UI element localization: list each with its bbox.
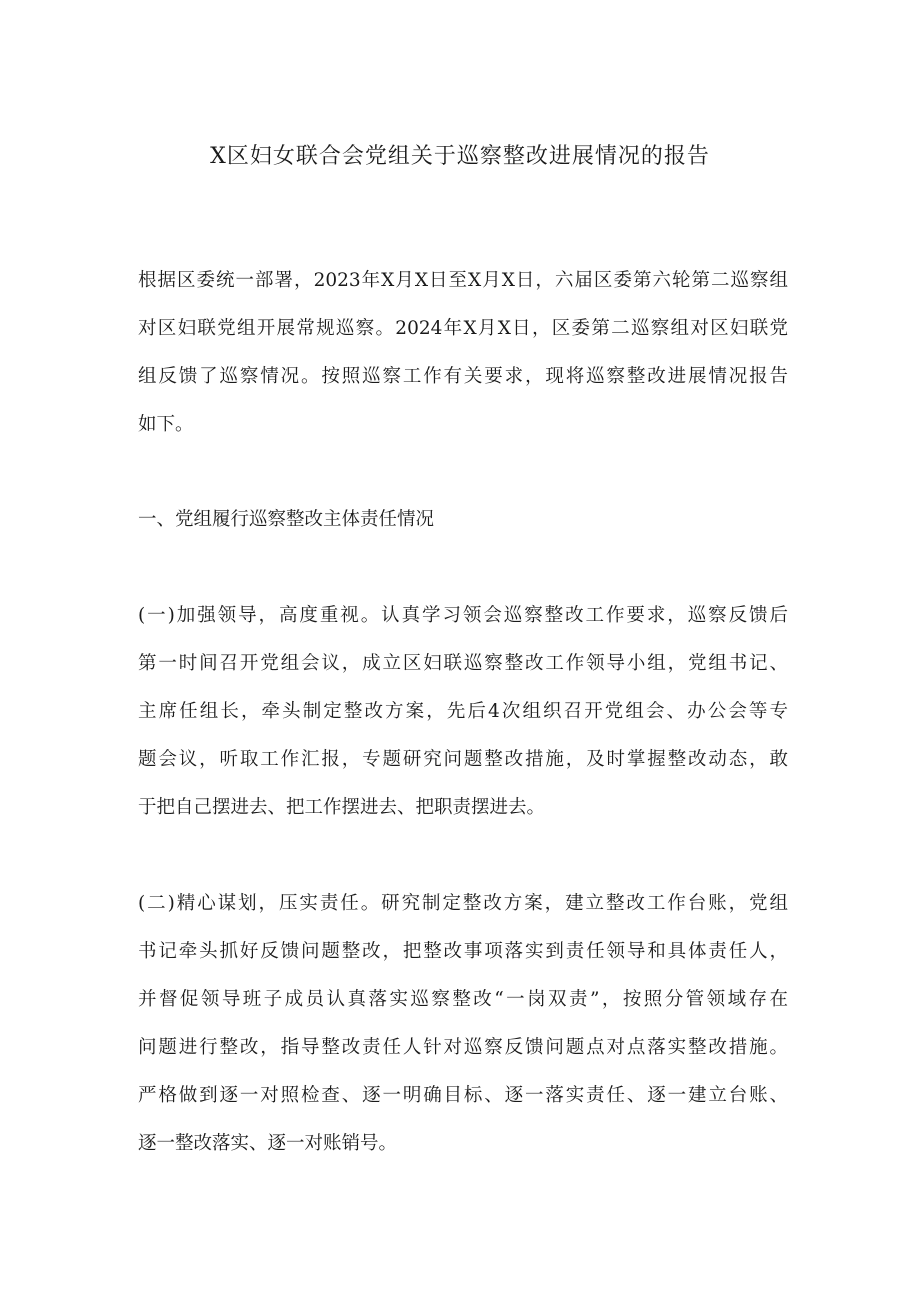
intro-line: 如下。 [138,414,194,435]
paragraph-line: 于把自己摆进去、把工作摆进去、把职责摆进去。 [138,797,546,818]
paragraph-line: (一)加强领导，高度重视。认真学习领会巡察整改工作要求，巡察反馈后 [138,605,788,626]
paragraph-line: 书记牵头抓好反馈问题整改，把整改事项落实到责任领导和具体责任人， [138,941,788,962]
intro-line: 根据区委统一部署，2023年X月X日至X月X日，六届区委第六轮第二巡察组 [138,270,788,291]
section-heading [138,496,788,544]
paragraph-line: (二)精心谋划，压实责任。研究制定整改方案，建立整改工作台账，党组 [138,893,788,914]
intro-paragraph [138,257,788,449]
document-title: X区妇女联合会党组关于巡察整改进展情况的报告 [210,144,710,169]
section-heading-text: 一、党组履行巡察整改主体责任情况 [138,509,435,530]
paragraph-1 [138,592,788,832]
intro-line: 对区妇联党组开展常规巡察。2024年X月X日，区委第二巡察组对区妇联党 [138,318,788,339]
paragraph-line: 题会议，听取工作汇报，专题研究问题整改措施，及时掌握整改动态，敢 [138,749,788,770]
paragraph-line: 问题进行整改，指导整改责任人针对巡察反馈问题点对点落实整改措施。 [138,1037,788,1058]
paragraph-line: 并督促领导班子成员认真落实巡察整改“一岗双责”，按照分管领域存在 [138,989,788,1010]
paragraph-2 [138,880,788,1168]
paragraph-line: 第一时间召开党组会议，成立区妇联巡察整改工作领导小组，党组书记、 [138,653,788,674]
intro-line: 组反馈了巡察情况。按照巡察工作有关要求，现将巡察整改进展情况报告 [138,366,788,387]
paragraph-line: 主席任组长，牵头制定整改方案，先后4次组织召开党组会、办公会等专 [138,701,788,722]
paragraph-line: 逐一整改落实、逐一对账销号。 [138,1133,398,1154]
paragraph-line: 严格做到逐一对照检查、逐一明确目标、逐一落实责任、逐一建立台账、 [138,1085,788,1106]
